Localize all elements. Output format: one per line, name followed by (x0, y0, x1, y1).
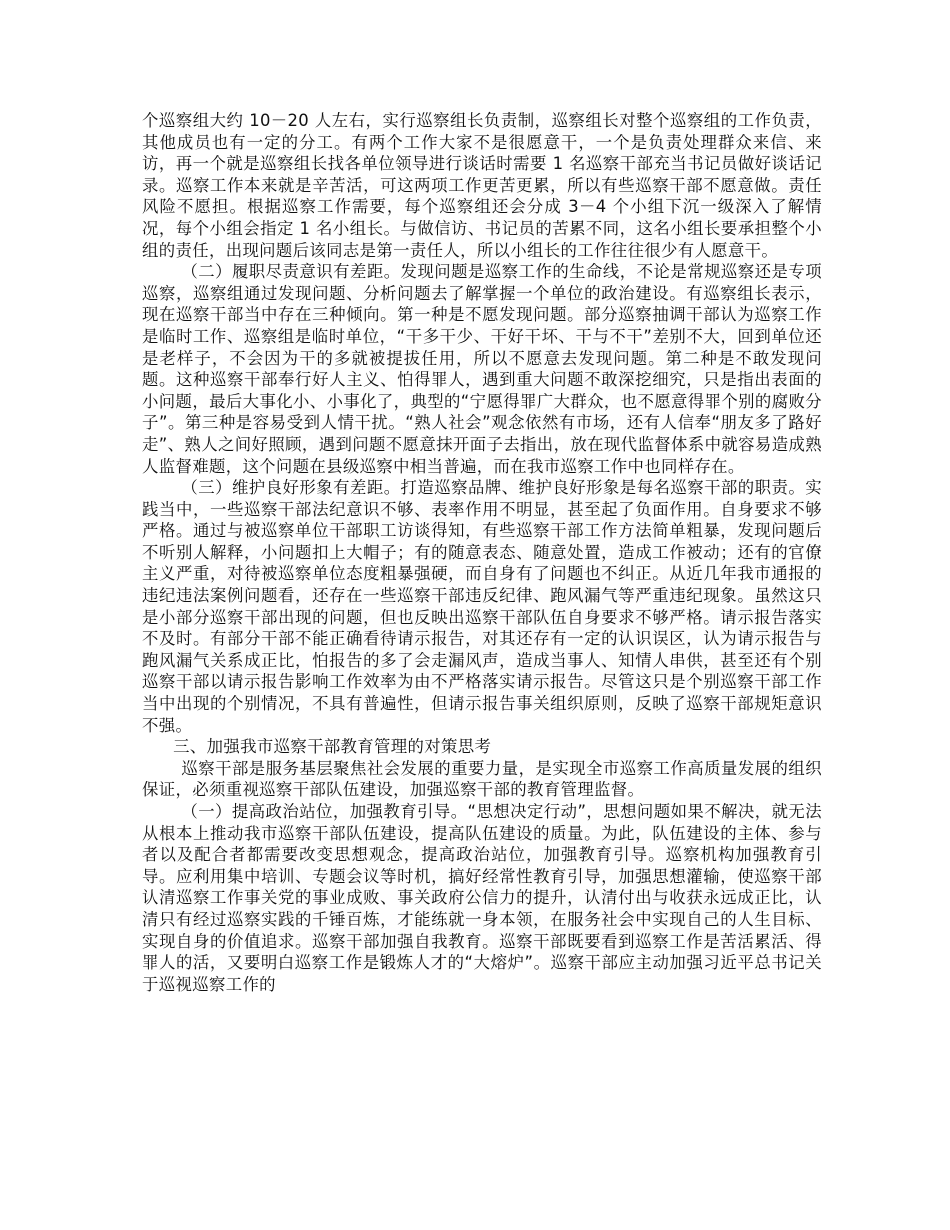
paragraph-image-gap: （三）维护良好形象有差距。打造巡察品牌、维护良好形象是每名巡察干部的职责。实践当中，一些巡察干部法纪意识不够、表率作用不明显，甚至起了负面作用。自身要求不够严格。通过与被巡察单位干部职工访谈得知，有些巡察干部工作方法简单粗暴，发现问题后不听别人解释，小问题扣上大帽子；有的随意表态、随意处置，造成工作被动；还有的官僚主义严重，对待被巡察单位态度粗暴强硬，而自身有了问题也不纠正。从近几年我市通报的违纪违法案例问题看，还存在一些巡察干部违反纪律、跑风漏气等严重违纪现象。虽然这只是小部分巡察干部出现的问题，但也反映出巡察干部队伍自身要求不够严格。请示报告落实不及时。有部分干部不能正确看待请示报告，对其还存有一定的认识误区，认为请示报告与跑风漏气关系成正比，怕报告的多了会走漏风声，造成当事人、知情人串供，甚至还有个别巡察干部以请示报告影响工作效率为由不严格落实请示报告。尽管这只是个别巡察干部工作当中出现的个别情况，不具有普遍性，但请示报告事关组织原则，反映了巡察干部规矩意识不强。 (142, 478, 822, 735)
document-body (142, 110, 822, 995)
paragraph-section-intro: 巡察干部是服务基层聚焦社会发展的重要力量，是实现全市巡察工作高质量发展的组织保证，必须重视巡察干部队伍建设，加强巡察干部的教育管理监督。 (142, 758, 822, 800)
paragraph-duty-gap: （二）履职尽责意识有差距。发现问题是巡察工作的生命线，不论是常规巡察还是专项巡察，巡察组通过发现问题、分析问题去了解掌握一个单位的政治建设。有巡察组长表示，现在巡察干部当中存在三种倾向。第一种是不愿发现问题。部分巡察抽调干部认为巡察工作是临时工作、巡察组是临时单位，“干多干少、干好干坏、干与不干”差别不大，回到单位还是老样子，不会因为干的多就被提拔任用，所以不愿意去发现问题。第二种是不敢发现问题。这种巡察干部奉行好人主义、怕得罪人，遇到重大问题不敢深挖细究，只是指出表面的小问题，最后大事化小、小事化了，典型的“宁愿得罪广大群众，也不愿意得罪个别的腐败分子”。第三种是容易受到人情干扰。“熟人社会”观念依然有市场，还有人信奉“朋友多了路好走”、熟人之间好照顾，遇到问题不愿意抹开面子去指出，放在现代监督体系中就容易造成熟人监督难题，这个问题在县级巡察中相当普遍，而在我市巡察工作中也同样存在。 (142, 262, 822, 476)
paragraph-political-stance: （一）提高政治站位，加强教育引导。“思想决定行动”，思想问题如果不解决，就无法从根本上推动我市巡察干部队伍建设，提高队伍建设的质量。为此，队伍建设的主体、参与者以及配合者都需要改变思想观念，提高政治站位，加强教育引导。巡察机构加强教育引导。应利用集中培训、专题会议等时机，搞好经常性教育引导，加强思想灌输，使巡察干部认清巡察工作事关党的事业成败、事关政府公信力的提升，认清付出与收获永远成正比，认清只有经过巡察实践的千锤百炼，才能练就一身本领，在服务社会中实现自己的人生目标、实现自身的价值追求。巡察干部加强自我教育。巡察干部既要看到巡察工作是苦活累活、得罪人的活，又要明白巡察工作是锻炼人才的“大熔炉”。巡察干部应主动加强习近平总书记关于巡视巡察工作的 (142, 802, 822, 994)
section-heading: 三、加强我市巡察干部教育管理的对策思考 (173, 737, 492, 757)
paragraph-continuation: 个巡察组大约 10－20 人左右，实行巡察组长负责制，巡察组长对整个巡察组的工作负责，其他成员也有一定的分工。有两个工作大家不是很愿意干，一个是负责处理群众来信、来访，再一个就是巡察组长找各单位领导进行谈话时需要 1 名巡察干部充当书记员做好谈话记录。巡察工作本来就是辛苦活，可这两项工作更苦更累，所以有些巡察干部不愿意做。责任风险不愿担。根据巡察工作需要，每个巡察组还会分成 3－4 个小组下沉一级深入了解情况，每个小组会指定 1 名小组长。与做信访、书记员的苦累不同，这名小组长要承担整个小组的责任，出现问题后该同志是第一责任人，所以小组长的工作往往很少有人愿意干。 (142, 111, 822, 260)
